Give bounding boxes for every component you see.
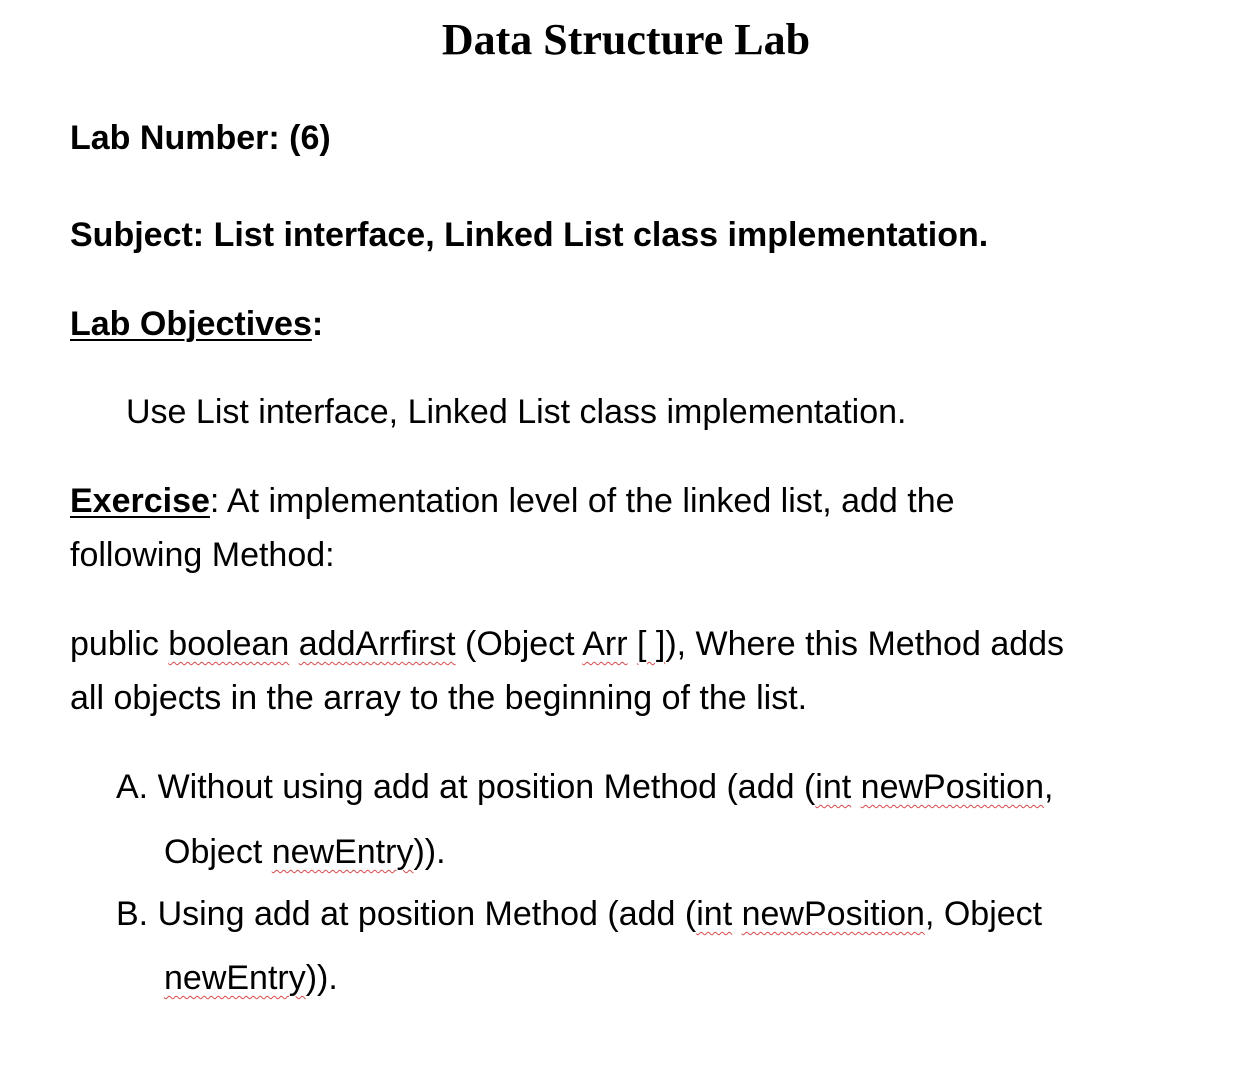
method-text-segment: (Object <box>455 625 583 663</box>
spellcheck-word: boolean <box>168 625 290 663</box>
list-item-b-continued <box>164 958 338 998</box>
spellcheck-word: addArrfirst <box>298 625 456 663</box>
method-text-segment <box>289 625 298 663</box>
list-item-text <box>732 895 741 933</box>
exercise-line-2: following Method: <box>70 536 335 574</box>
objectives-heading <box>70 304 323 344</box>
list-item-a <box>116 767 1053 807</box>
lab-number: Lab Number: (6) <box>70 119 331 157</box>
objective-text: Use List interface, Linked List class implementation. <box>126 393 907 431</box>
list-item-text: B. Using add at position Method (add ( <box>116 895 697 933</box>
spellcheck-word: newPosition <box>860 768 1045 806</box>
list-item-a-continued <box>164 832 446 872</box>
list-item-text: , <box>1044 768 1054 806</box>
document-title: Data Structure Lab <box>441 15 811 64</box>
method-line-1 <box>70 624 1064 664</box>
spellcheck-word: newPosition <box>741 895 925 933</box>
list-item-text: )). <box>305 959 338 997</box>
method-line-2: all objects in the array to the beginning of the list. <box>70 679 808 717</box>
list-item-text <box>851 768 860 806</box>
list-item-text: )). <box>413 833 446 871</box>
list-item-text: Object <box>164 833 272 871</box>
list-item-text: , Object <box>924 895 1043 933</box>
objectives-colon: : <box>311 305 324 343</box>
spellcheck-word: [ ] <box>636 625 666 663</box>
spellcheck-word: Arr <box>582 625 628 663</box>
lab-subject: Subject: List interface, Linked List class implementation. <box>70 216 989 254</box>
method-text-segment: public <box>70 625 169 663</box>
exercise-label: Exercise <box>70 482 210 520</box>
exercise-line-1 <box>70 481 955 521</box>
spellcheck-word: int <box>815 768 852 806</box>
method-text-segment <box>628 625 637 663</box>
spellcheck-word: int <box>696 895 733 933</box>
exercise-text: : At implementation level of the linked list, add the <box>209 482 955 520</box>
spellcheck-word: newEntry <box>164 959 306 997</box>
method-text-segment: ), Where this Method adds <box>665 625 1065 663</box>
list-item-b <box>116 894 1042 934</box>
objectives-label: Lab Objectives <box>70 305 312 343</box>
list-item-text: A. Without using add at position Method (add ( <box>116 768 816 806</box>
spellcheck-word: newEntry <box>271 833 414 871</box>
